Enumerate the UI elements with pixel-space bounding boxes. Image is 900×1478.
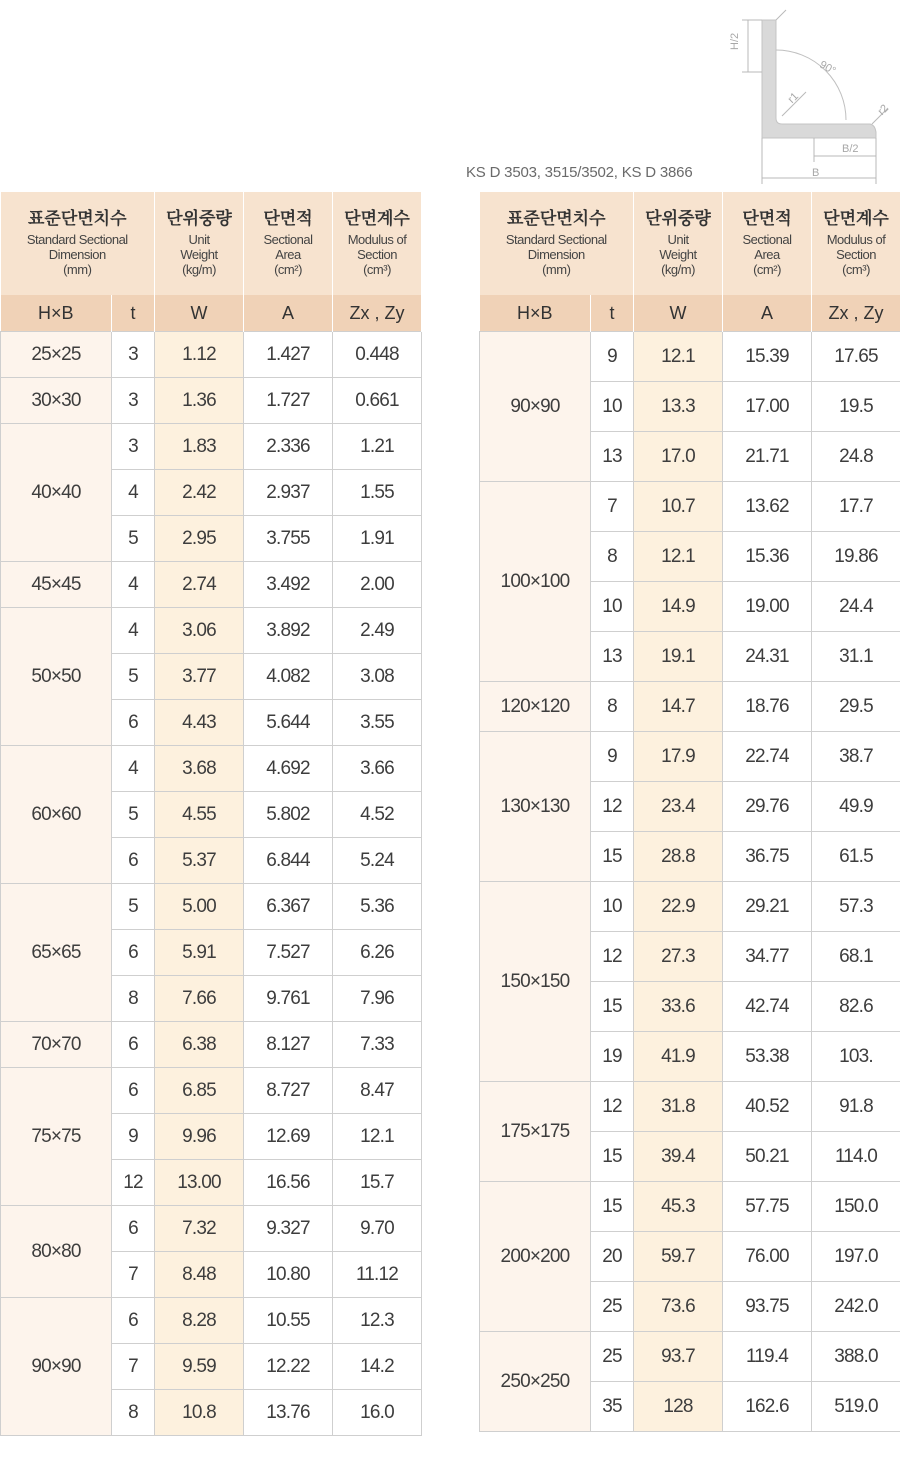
- size-cell: 90×90: [1, 1298, 112, 1436]
- area-cell: 15.39: [723, 332, 812, 382]
- weight-cell: 93.7: [634, 1332, 723, 1382]
- weight-cell: 23.4: [634, 782, 723, 832]
- area-cell: 10.55: [244, 1298, 333, 1344]
- subheader-z: Zx , Zy: [812, 295, 900, 332]
- modulus-cell: 82.6: [812, 982, 900, 1032]
- weight-cell: 7.66: [155, 976, 244, 1022]
- subheader-t: t: [591, 295, 634, 332]
- modulus-cell: 15.7: [333, 1160, 422, 1206]
- weight-cell: 128: [634, 1382, 723, 1432]
- thickness-cell: 6: [112, 1298, 155, 1344]
- weight-cell: 5.00: [155, 884, 244, 930]
- area-cell: 162.6: [723, 1382, 812, 1432]
- thickness-cell: 13: [591, 632, 634, 682]
- weight-cell: 17.9: [634, 732, 723, 782]
- modulus-cell: 1.55: [333, 470, 422, 516]
- weight-cell: 5.37: [155, 838, 244, 884]
- modulus-cell: 388.0: [812, 1332, 900, 1382]
- thickness-cell: 6: [112, 1068, 155, 1114]
- area-cell: 2.336: [244, 424, 333, 470]
- area-cell: 21.71: [723, 432, 812, 482]
- weight-cell: 39.4: [634, 1132, 723, 1182]
- table-row: [480, 882, 900, 932]
- table-row: [1, 746, 422, 792]
- modulus-cell: 49.9: [812, 782, 900, 832]
- thickness-cell: 6: [112, 1206, 155, 1252]
- thickness-cell: 5: [112, 884, 155, 930]
- modulus-cell: 91.8: [812, 1082, 900, 1132]
- area-cell: 5.802: [244, 792, 333, 838]
- thickness-cell: 35: [591, 1382, 634, 1432]
- table-row: [480, 482, 900, 532]
- thickness-cell: 6: [112, 700, 155, 746]
- area-cell: 3.755: [244, 516, 333, 562]
- weight-cell: 12.1: [634, 532, 723, 582]
- thickness-cell: 5: [112, 516, 155, 562]
- subheader-a: A: [244, 295, 333, 332]
- size-cell: 25×25: [1, 332, 112, 378]
- weight-cell: 10.7: [634, 482, 723, 532]
- thickness-cell: 5: [112, 654, 155, 700]
- modulus-cell: 2.49: [333, 608, 422, 654]
- area-cell: 1.427: [244, 332, 333, 378]
- modulus-cell: 1.91: [333, 516, 422, 562]
- table-row: [480, 1332, 900, 1382]
- modulus-cell: 29.5: [812, 682, 900, 732]
- weight-cell: 9.59: [155, 1344, 244, 1390]
- thickness-cell: 15: [591, 832, 634, 882]
- area-cell: 19.00: [723, 582, 812, 632]
- modulus-cell: 11.12: [333, 1252, 422, 1298]
- area-cell: 10.80: [244, 1252, 333, 1298]
- size-cell: 90×90: [480, 332, 591, 482]
- subheader-t: t: [112, 295, 155, 332]
- modulus-cell: 9.70: [333, 1206, 422, 1252]
- table-row: [1, 424, 422, 470]
- area-cell: 3.492: [244, 562, 333, 608]
- area-cell: 93.75: [723, 1282, 812, 1332]
- weight-cell: 12.1: [634, 332, 723, 382]
- header-weight: 단위중량 Unit Weight (kg/m): [155, 192, 244, 295]
- thickness-cell: 9: [591, 732, 634, 782]
- thickness-cell: 6: [112, 838, 155, 884]
- area-cell: 29.76: [723, 782, 812, 832]
- modulus-cell: 16.0: [333, 1390, 422, 1436]
- thickness-cell: 8: [112, 1390, 155, 1436]
- modulus-cell: 17.7: [812, 482, 900, 532]
- thickness-cell: 15: [591, 1132, 634, 1182]
- weight-cell: 1.12: [155, 332, 244, 378]
- modulus-cell: 8.47: [333, 1068, 422, 1114]
- modulus-cell: 68.1: [812, 932, 900, 982]
- thickness-cell: 7: [112, 1344, 155, 1390]
- weight-cell: 27.3: [634, 932, 723, 982]
- weight-cell: 1.83: [155, 424, 244, 470]
- modulus-cell: 3.55: [333, 700, 422, 746]
- area-cell: 1.727: [244, 378, 333, 424]
- weight-cell: 8.48: [155, 1252, 244, 1298]
- thickness-cell: 9: [591, 332, 634, 382]
- modulus-cell: 19.86: [812, 532, 900, 582]
- size-cell: 45×45: [1, 562, 112, 608]
- area-cell: 8.127: [244, 1022, 333, 1068]
- size-cell: 120×120: [480, 682, 591, 732]
- thickness-cell: 12: [112, 1160, 155, 1206]
- area-cell: 40.52: [723, 1082, 812, 1132]
- size-cell: 75×75: [1, 1068, 112, 1206]
- thickness-cell: 10: [591, 382, 634, 432]
- weight-cell: 22.9: [634, 882, 723, 932]
- label-b: B: [812, 167, 820, 179]
- modulus-cell: 2.00: [333, 562, 422, 608]
- weight-cell: 4.43: [155, 700, 244, 746]
- weight-cell: 41.9: [634, 1032, 723, 1082]
- table-row: [1, 608, 422, 654]
- table-row: [1, 884, 422, 930]
- area-cell: 3.892: [244, 608, 333, 654]
- weight-cell: 9.96: [155, 1114, 244, 1160]
- modulus-cell: 0.661: [333, 378, 422, 424]
- weight-cell: 17.0: [634, 432, 723, 482]
- size-cell: 40×40: [1, 424, 112, 562]
- table-row: [480, 682, 900, 732]
- area-cell: 16.56: [244, 1160, 333, 1206]
- weight-cell: 59.7: [634, 1232, 723, 1282]
- thickness-cell: 8: [591, 682, 634, 732]
- thickness-cell: 19: [591, 1032, 634, 1082]
- thickness-cell: 8: [591, 532, 634, 582]
- header-area: 단면적 Sectional Area (cm²): [244, 192, 333, 295]
- size-cell: 175×175: [480, 1082, 591, 1182]
- modulus-cell: 0.448: [333, 332, 422, 378]
- thickness-cell: 3: [112, 378, 155, 424]
- weight-cell: 13.3: [634, 382, 723, 432]
- area-cell: 13.62: [723, 482, 812, 532]
- area-cell: 15.36: [723, 532, 812, 582]
- thickness-cell: 13: [591, 432, 634, 482]
- area-cell: 57.75: [723, 1182, 812, 1232]
- weight-cell: 19.1: [634, 632, 723, 682]
- weight-cell: 3.77: [155, 654, 244, 700]
- modulus-cell: 38.7: [812, 732, 900, 782]
- weight-cell: 2.42: [155, 470, 244, 516]
- table-row: [480, 1082, 900, 1132]
- thickness-cell: 8: [112, 976, 155, 1022]
- size-cell: 50×50: [1, 608, 112, 746]
- subheader-w: W: [155, 295, 244, 332]
- area-cell: 8.727: [244, 1068, 333, 1114]
- area-cell: 42.74: [723, 982, 812, 1032]
- thickness-cell: 3: [112, 332, 155, 378]
- modulus-cell: 31.1: [812, 632, 900, 682]
- weight-cell: 14.9: [634, 582, 723, 632]
- thickness-cell: 3: [112, 424, 155, 470]
- modulus-cell: 150.0: [812, 1182, 900, 1232]
- angle-spec-table-right: [479, 192, 900, 1432]
- label-b-half: B/2: [842, 143, 859, 155]
- area-cell: 17.00: [723, 382, 812, 432]
- modulus-cell: 19.5: [812, 382, 900, 432]
- area-cell: 6.367: [244, 884, 333, 930]
- header-weight: 단위중량 Unit Weight (kg/m): [634, 192, 723, 295]
- area-cell: 9.761: [244, 976, 333, 1022]
- thickness-cell: 25: [591, 1332, 634, 1382]
- thickness-cell: 9: [112, 1114, 155, 1160]
- thickness-cell: 12: [591, 932, 634, 982]
- thickness-cell: 12: [591, 1082, 634, 1132]
- weight-cell: 6.85: [155, 1068, 244, 1114]
- size-cell: 70×70: [1, 1022, 112, 1068]
- table-row: [1, 1068, 422, 1114]
- subheader-w: W: [634, 295, 723, 332]
- modulus-cell: 5.24: [333, 838, 422, 884]
- standard-code: KS D 3503, 3515/3502, KS D 3866: [466, 164, 693, 181]
- thickness-cell: 4: [112, 470, 155, 516]
- area-cell: 76.00: [723, 1232, 812, 1282]
- area-cell: 29.21: [723, 882, 812, 932]
- weight-cell: 13.00: [155, 1160, 244, 1206]
- area-cell: 4.692: [244, 746, 333, 792]
- label-r2: r2: [875, 102, 892, 118]
- thickness-cell: 12: [591, 782, 634, 832]
- area-cell: 9.327: [244, 1206, 333, 1252]
- label-angle: 90°: [817, 58, 838, 78]
- weight-cell: 4.55: [155, 792, 244, 838]
- weight-cell: 2.74: [155, 562, 244, 608]
- area-cell: 6.844: [244, 838, 333, 884]
- table-row: [1, 562, 422, 608]
- modulus-cell: 61.5: [812, 832, 900, 882]
- table-body-right: [480, 332, 900, 1432]
- table-body-left: [1, 332, 422, 1436]
- area-cell: 4.082: [244, 654, 333, 700]
- modulus-cell: 3.66: [333, 746, 422, 792]
- subheader-z: Zx , Zy: [333, 295, 422, 332]
- weight-cell: 2.95: [155, 516, 244, 562]
- header-dimension: 표준단면치수 Standard Sectional Dimension (mm): [480, 192, 634, 295]
- modulus-cell: 4.52: [333, 792, 422, 838]
- modulus-cell: 12.3: [333, 1298, 422, 1344]
- table-row: [1, 1298, 422, 1344]
- modulus-cell: 103.: [812, 1032, 900, 1082]
- table-row: [480, 1182, 900, 1232]
- weight-cell: 3.06: [155, 608, 244, 654]
- modulus-cell: 3.08: [333, 654, 422, 700]
- area-cell: 18.76: [723, 682, 812, 732]
- thickness-cell: 6: [112, 930, 155, 976]
- modulus-cell: 5.36: [333, 884, 422, 930]
- modulus-cell: 242.0: [812, 1282, 900, 1332]
- modulus-cell: 14.2: [333, 1344, 422, 1390]
- area-cell: 34.77: [723, 932, 812, 982]
- modulus-cell: 7.33: [333, 1022, 422, 1068]
- subheader-hxb: H×B: [1, 295, 112, 332]
- header-modulus: 단면계수 Modulus of Section (cm³): [812, 192, 900, 295]
- thickness-cell: 7: [591, 482, 634, 532]
- thickness-cell: 10: [591, 582, 634, 632]
- area-cell: 119.4: [723, 1332, 812, 1382]
- weight-cell: 3.68: [155, 746, 244, 792]
- area-cell: 36.75: [723, 832, 812, 882]
- modulus-cell: 197.0: [812, 1232, 900, 1282]
- size-cell: 250×250: [480, 1332, 591, 1432]
- size-cell: 100×100: [480, 482, 591, 682]
- area-cell: 2.937: [244, 470, 333, 516]
- table-row: [480, 332, 900, 382]
- thickness-cell: 15: [591, 1182, 634, 1232]
- modulus-cell: 24.8: [812, 432, 900, 482]
- subheader-hxb: H×B: [480, 295, 591, 332]
- modulus-cell: 114.0: [812, 1132, 900, 1182]
- angle-section-diagram: [722, 6, 900, 186]
- thickness-cell: 4: [112, 746, 155, 792]
- area-cell: 24.31: [723, 632, 812, 682]
- area-cell: 13.76: [244, 1390, 333, 1436]
- modulus-cell: 1.21: [333, 424, 422, 470]
- weight-cell: 5.91: [155, 930, 244, 976]
- weight-cell: 7.32: [155, 1206, 244, 1252]
- weight-cell: 8.28: [155, 1298, 244, 1344]
- label-h-half: H/2: [729, 32, 741, 50]
- thickness-cell: 6: [112, 1022, 155, 1068]
- table-row: [1, 1022, 422, 1068]
- weight-cell: 33.6: [634, 982, 723, 1032]
- size-cell: 80×80: [1, 1206, 112, 1298]
- thickness-cell: 7: [112, 1252, 155, 1298]
- weight-cell: 10.8: [155, 1390, 244, 1436]
- weight-cell: 31.8: [634, 1082, 723, 1132]
- weight-cell: 14.7: [634, 682, 723, 732]
- modulus-cell: 12.1: [333, 1114, 422, 1160]
- modulus-cell: 7.96: [333, 976, 422, 1022]
- area-cell: 50.21: [723, 1132, 812, 1182]
- weight-cell: 6.38: [155, 1022, 244, 1068]
- header-modulus: 단면계수 Modulus of Section (cm³): [333, 192, 422, 295]
- area-cell: 12.69: [244, 1114, 333, 1160]
- size-cell: 130×130: [480, 732, 591, 882]
- modulus-cell: 17.65: [812, 332, 900, 382]
- thickness-cell: 4: [112, 562, 155, 608]
- weight-cell: 1.36: [155, 378, 244, 424]
- size-cell: 200×200: [480, 1182, 591, 1332]
- thickness-cell: 20: [591, 1232, 634, 1282]
- area-cell: 12.22: [244, 1344, 333, 1390]
- thickness-cell: 4: [112, 608, 155, 654]
- size-cell: 30×30: [1, 378, 112, 424]
- table-row: [1, 378, 422, 424]
- weight-cell: 73.6: [634, 1282, 723, 1332]
- header-dimension: 표준단면치수 Standard Sectional Dimension (mm): [1, 192, 155, 295]
- table-row: [1, 1206, 422, 1252]
- modulus-cell: 519.0: [812, 1382, 900, 1432]
- area-cell: 53.38: [723, 1032, 812, 1082]
- area-cell: 7.527: [244, 930, 333, 976]
- size-cell: 60×60: [1, 746, 112, 884]
- label-r1: r1: [785, 90, 802, 106]
- thickness-cell: 15: [591, 982, 634, 1032]
- modulus-cell: 57.3: [812, 882, 900, 932]
- thickness-cell: 5: [112, 792, 155, 838]
- table-row: [480, 732, 900, 782]
- weight-cell: 45.3: [634, 1182, 723, 1232]
- thickness-cell: 25: [591, 1282, 634, 1332]
- subheader-a: A: [723, 295, 812, 332]
- header-area: 단면적 Sectional Area (cm²): [723, 192, 812, 295]
- thickness-cell: 10: [591, 882, 634, 932]
- table-row: [1, 332, 422, 378]
- weight-cell: 28.8: [634, 832, 723, 882]
- angle-spec-table-left: [0, 192, 422, 1436]
- area-cell: 22.74: [723, 732, 812, 782]
- area-cell: 5.644: [244, 700, 333, 746]
- modulus-cell: 24.4: [812, 582, 900, 632]
- size-cell: 150×150: [480, 882, 591, 1082]
- modulus-cell: 6.26: [333, 930, 422, 976]
- size-cell: 65×65: [1, 884, 112, 1022]
